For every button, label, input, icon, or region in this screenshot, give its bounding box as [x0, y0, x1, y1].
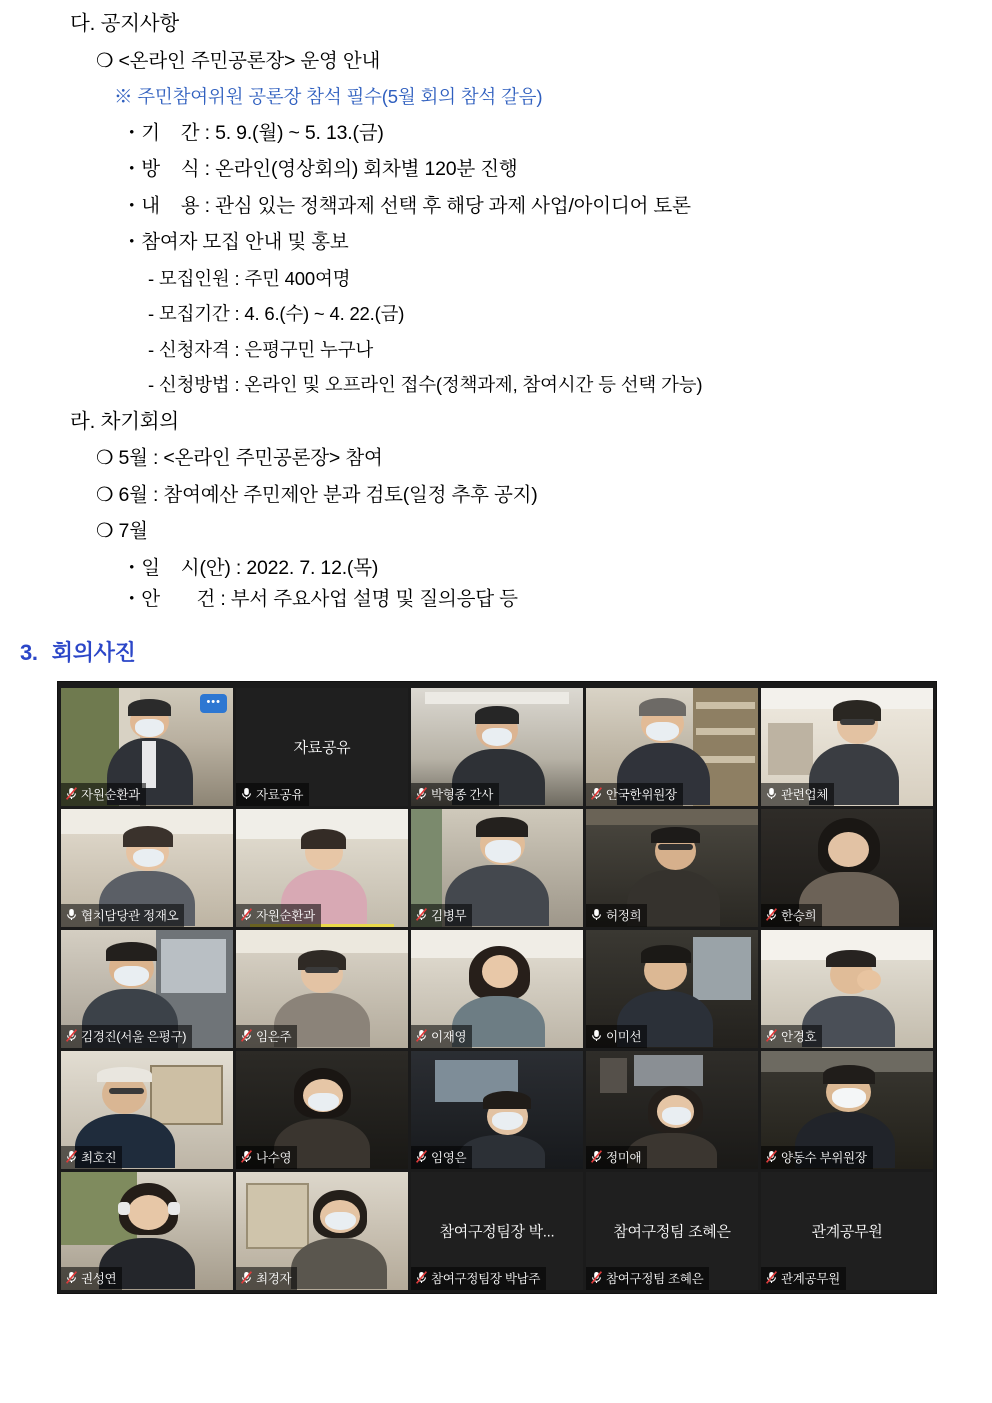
- video-tile[interactable]: [236, 688, 408, 806]
- participant-name: 김경진(서울 은평구): [81, 1029, 187, 1044]
- mic-muted-icon: [416, 908, 427, 921]
- participant-name-bar: [761, 1267, 846, 1290]
- participant-name: 자원순환과: [256, 908, 315, 923]
- participant-name: 자료공유: [256, 787, 304, 802]
- video-tile[interactable]: [61, 1051, 233, 1169]
- mic-muted-icon: [241, 908, 252, 921]
- doc-line: ・기 간 : 5. 9.(월) ~ 5. 13.(금): [122, 121, 384, 144]
- mic-muted-icon: [241, 1150, 252, 1163]
- video-tile[interactable]: [761, 688, 933, 806]
- mic-muted-icon: [66, 787, 77, 800]
- doc-line: 라. 차기회의: [70, 409, 180, 433]
- mic-muted-icon: [766, 1029, 777, 1042]
- participant-name: 자원순환과: [81, 787, 140, 802]
- participant-name-bar: [236, 1025, 297, 1048]
- video-tile[interactable]: [236, 809, 408, 927]
- video-tile[interactable]: [761, 809, 933, 927]
- doc-line-note: ※ 주민참여위원 공론장 참석 필수(5월 회의 참석 갈음): [114, 86, 543, 107]
- participant-name: 안경호: [781, 1029, 817, 1044]
- participant-name-bar: [236, 1267, 297, 1290]
- tile-center-label: 참여구정팀장 박...: [439, 1223, 555, 1240]
- video-tile[interactable]: [761, 1172, 933, 1290]
- doc-line: ・내 용 : 관심 있는 정책과제 선택 후 해당 과제 사업/아이디어 토론: [122, 194, 691, 217]
- video-tile[interactable]: [61, 688, 233, 806]
- participant-name-bar: [61, 783, 146, 806]
- video-tile[interactable]: [586, 809, 758, 927]
- doc-line: ❍ 5월 : <온라인 주민공론장> 참여: [96, 447, 383, 469]
- section-number: 3.: [20, 639, 38, 665]
- video-tile[interactable]: [411, 930, 583, 1048]
- doc-line: ・방 식 : 온라인(영상회의) 회차별 120분 진행: [122, 158, 518, 180]
- participant-name-bar: [236, 1146, 297, 1169]
- participant-name: 관계공무원: [781, 1271, 840, 1286]
- doc-line: 다. 공지사항: [70, 12, 180, 35]
- doc-line: ❍ <온라인 주민공론장> 운영 안내: [96, 49, 381, 72]
- participant-name-bar: [61, 1267, 122, 1290]
- more-options-icon[interactable]: •••: [200, 694, 227, 713]
- participant-name-bar: [586, 904, 647, 927]
- video-tile[interactable]: [236, 930, 408, 1048]
- doc-line: ・참여자 모집 안내 및 홍보: [122, 231, 349, 253]
- participant-name: 박형종 간사: [431, 787, 494, 802]
- doc-line: - 신청방법 : 온라인 및 오프라인 접수(정책과제, 참여시간 등 선택 가능): [148, 374, 703, 395]
- video-tile[interactable]: [586, 1172, 758, 1290]
- mic-muted-icon: [416, 787, 427, 800]
- mic-muted-icon: [591, 787, 602, 800]
- mic-muted-icon: [416, 1271, 427, 1284]
- participant-name: 참여구정팀 조혜은: [606, 1271, 704, 1286]
- mic-muted-icon: [66, 1150, 77, 1163]
- video-tile[interactable]: [761, 930, 933, 1048]
- video-tile[interactable]: [411, 688, 583, 806]
- participant-name-bar: [586, 1025, 647, 1048]
- participant-name-bar: [61, 1025, 192, 1048]
- participant-name-bar: [761, 783, 834, 806]
- mic-icon: [66, 908, 77, 921]
- video-tile[interactable]: [586, 930, 758, 1048]
- mic-muted-icon: [66, 1271, 77, 1284]
- video-tile[interactable]: [411, 1051, 583, 1169]
- section-title-text: 회의사진: [51, 639, 136, 665]
- video-tiles: [58, 685, 936, 1293]
- video-tile[interactable]: [236, 1172, 408, 1290]
- mic-muted-icon: [766, 1271, 777, 1284]
- participant-name-bar: [411, 1025, 472, 1048]
- video-tile[interactable]: [586, 688, 758, 806]
- participant-name-bar: [411, 904, 472, 927]
- participant-name: 임영은: [431, 1150, 467, 1165]
- participant-name: 김병무: [431, 908, 467, 923]
- mic-muted-icon: [241, 1029, 252, 1042]
- participant-name: 참여구정팀장 박남주: [431, 1271, 541, 1286]
- participant-name: 양동수 부위원장: [781, 1150, 867, 1165]
- mic-muted-icon: [591, 1150, 602, 1163]
- participant-name-bar: [411, 1146, 472, 1169]
- video-tile[interactable]: [61, 930, 233, 1048]
- section-heading: [20, 636, 992, 667]
- participant-name: 이재영: [431, 1029, 467, 1044]
- video-tile[interactable]: [411, 1172, 583, 1290]
- mic-muted-icon: [241, 1271, 252, 1284]
- participant-name-bar: [236, 783, 309, 806]
- mic-muted-icon: [416, 1029, 427, 1042]
- participant-name-bar: [761, 1025, 822, 1048]
- doc-line: ・안 건 : 부서 주요사업 설명 및 질의응답 등: [122, 588, 518, 610]
- participant-name: 임은주: [256, 1029, 292, 1044]
- mic-muted-icon: [591, 1271, 602, 1284]
- video-tile[interactable]: [411, 809, 583, 927]
- participant-name-bar: [586, 1146, 647, 1169]
- doc-line: ❍ 6월 : 참여예산 주민제안 분과 검토(일정 추후 공지): [96, 483, 538, 506]
- mic-muted-icon: [66, 1029, 77, 1042]
- participant-name: 한승희: [781, 908, 817, 923]
- doc-line: ・일 시(안) : 2022. 7. 12.(목): [122, 556, 379, 579]
- participant-name-bar: [236, 904, 321, 927]
- document-body: [0, 0, 992, 610]
- participant-name-bar: [586, 783, 683, 806]
- participant-name-bar: [586, 1267, 709, 1290]
- tile-center-label: 참여구정팀 조혜은: [613, 1223, 731, 1240]
- participant-name: 허정희: [606, 908, 642, 923]
- participant-name: 권성연: [81, 1271, 117, 1286]
- mic-muted-icon: [766, 1150, 777, 1163]
- participant-name: 관련업체: [781, 787, 829, 802]
- participant-name-bar: [761, 1146, 873, 1169]
- mic-muted-icon: [766, 908, 777, 921]
- participant-name: 최경자: [256, 1271, 292, 1286]
- participant-name: 정미애: [606, 1150, 642, 1165]
- doc-line: - 모집기간 : 4. 6.(수) ~ 4. 22.(금): [148, 303, 405, 324]
- video-tile[interactable]: [61, 1172, 233, 1290]
- participant-name: 협치담당관 정재오: [81, 908, 179, 923]
- mic-muted-icon: [416, 1150, 427, 1163]
- mic-icon: [591, 908, 602, 921]
- participant-name-bar: [61, 1146, 122, 1169]
- mic-icon: [591, 1029, 602, 1042]
- participant-name: 나수영: [256, 1150, 292, 1165]
- meeting-photo-grid: [57, 681, 937, 1294]
- participant-name-bar: [411, 783, 499, 806]
- mic-icon: [241, 787, 252, 800]
- participant-name: 이미선: [606, 1029, 642, 1044]
- tile-center-label: 자료공유: [293, 739, 351, 756]
- video-tile[interactable]: [61, 809, 233, 927]
- mic-icon: [766, 787, 777, 800]
- doc-line: - 신청자격 : 은평구민 누구나: [148, 338, 374, 360]
- participant-name-bar: [61, 904, 184, 927]
- participant-name: 안국한위원장: [606, 787, 677, 802]
- video-tile[interactable]: [586, 1051, 758, 1169]
- video-tile[interactable]: [761, 1051, 933, 1169]
- doc-line: - 모집인원 : 주민 400여명: [148, 267, 351, 289]
- tile-center-label: 관계공무원: [811, 1223, 883, 1240]
- video-tile[interactable]: [236, 1051, 408, 1169]
- participant-name-bar: [761, 904, 822, 927]
- participant-name-bar: [411, 1267, 546, 1290]
- participant-name: 최호진: [81, 1150, 117, 1165]
- doc-line: ❍ 7월: [96, 520, 148, 542]
